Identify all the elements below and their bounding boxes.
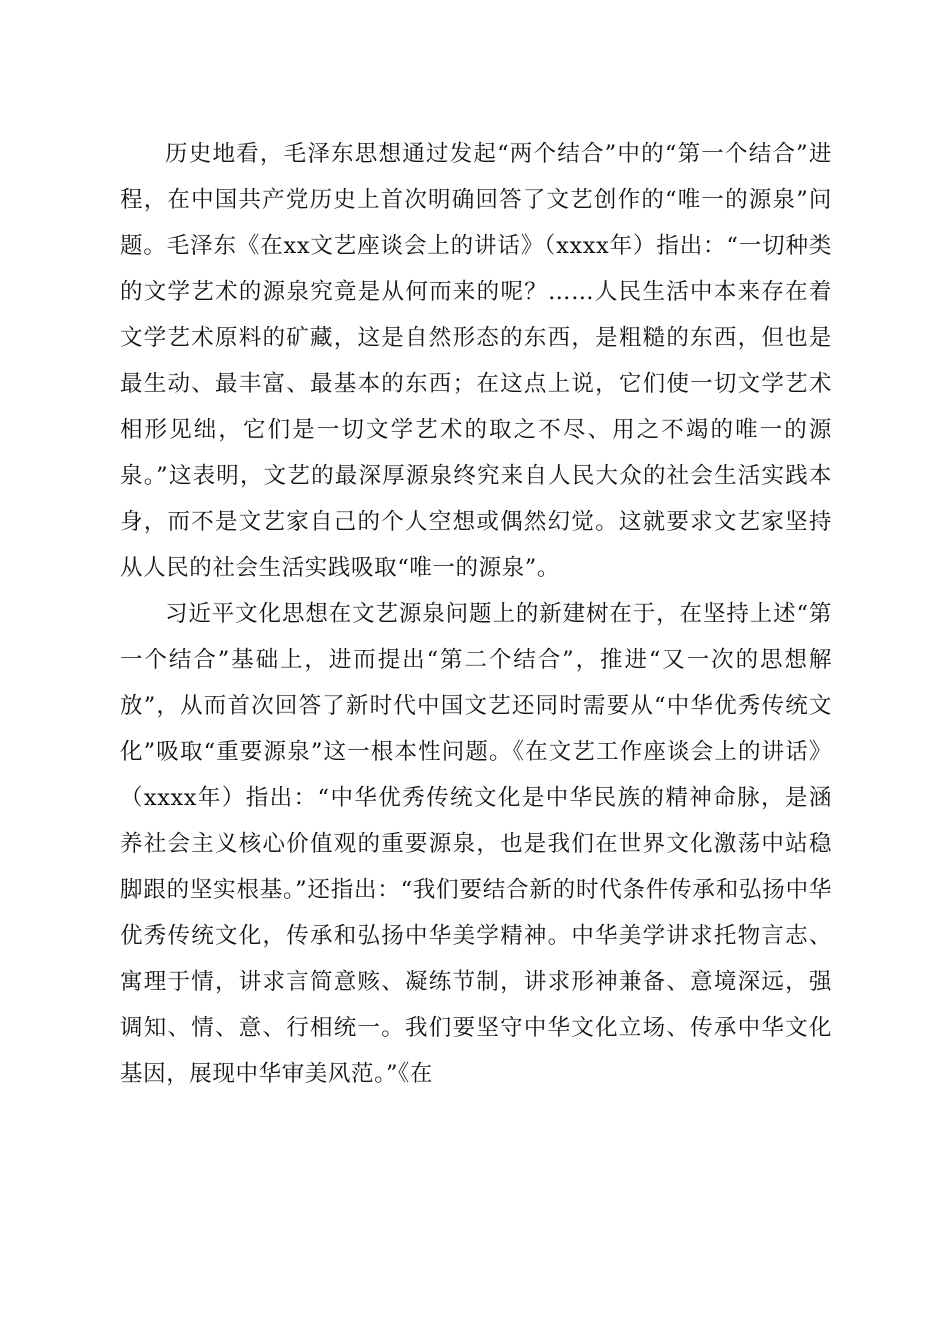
document-body	[120, 131, 832, 1097]
paragraph-history: 历史地看，毛泽东思想通过发起“两个结合”中的“第一个结合”进程，在中国共产党历史上首次明确回答了文艺创作的“唯一的源泉”问题。毛泽东《在xx文艺座谈会上的讲话》（xxxx年）指出：“一切种类的文学艺术的源泉究竟是从何而来的呢？……人民生活中本来存在着文学艺术原料的矿藏，这是自然形态的东西，是粗糙的东西，但也是最生动、最丰富、最基本的东西；在这点上说，它们使一切文学艺术相形见绌，它们是一切文学艺术的取之不尽、用之不竭的唯一的源泉。”这表明，文艺的最深厚源泉终究来自人民大众的社会生活实践本身，而不是文艺家自己的个人空想或偶然幻觉。这就要求文艺家坚持从人民的社会生活实践吸取“唯一的源泉”。	[120, 141, 832, 581]
paragraph-xi-culture-thought: 习近平文化思想在文艺源泉问题上的新建树在于，在坚持上述“第一个结合”基础上，进而提出“第二个结合”，推进“又一次的思想解放”，从而首次回答了新时代中国文艺还同时需要从“中华优秀传统文化”吸取“重要源泉”这一根本性问题。《在文艺工作座谈会上的讲话》（xxxx年）指出：“中华优秀传统文化是中华民族的精神命脉，是涵养社会主义核心价值观的重要源泉，也是我们在世界文化激荡中站稳脚跟的坚实根基。”还指出：“我们要结合新的时代条件传承和弘扬中华优秀传统文化，传承和弘扬中华美学精神。中华美学讲求托物言志、寓理于情，讲求言简意赅、凝练节制，讲求形神兼备、意境深远，强调知、情、意、行相统一。我们要坚守中华文化立场、传承中华文化基因，展现中华审美风范。”《在	[120, 601, 832, 1087]
